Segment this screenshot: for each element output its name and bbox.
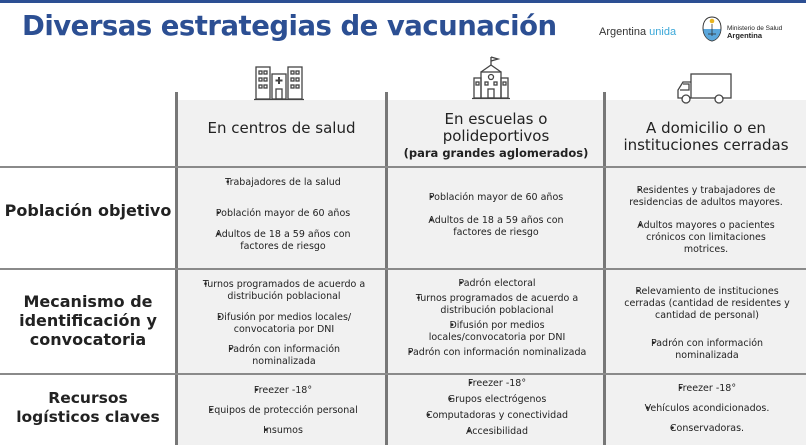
list-item: • Freezer -18° [198, 385, 368, 397]
cell-recursos-escuelas [402, 378, 592, 438]
hospital-icon [253, 65, 305, 101]
list-item: • Adultos mayores o pacientes crónicos con limitaciones motrices. [620, 220, 792, 256]
list-item: • Accesibilidad [402, 426, 592, 438]
cell-poblacion-centros [198, 177, 368, 253]
list-item: • Conservadoras. [618, 423, 796, 435]
list-item: • Padrón con información nominalizada [402, 347, 592, 359]
column-header-domicilio [611, 120, 801, 154]
list-item: • Padrón electoral [402, 278, 592, 290]
argentina-unida-logo [599, 26, 676, 38]
list-item: • Padrón con información nominalizada [198, 344, 370, 368]
top-accent-bar [0, 0, 806, 3]
list-item: • Insumos [198, 425, 368, 437]
list-item: • Adultos de 18 a 59 años con factores de riesgo [198, 229, 368, 253]
list-item: • Trabajadores de la salud [198, 177, 368, 189]
truck-icon [675, 72, 733, 106]
column-subtitle: (para grandes aglomerados) [403, 146, 589, 160]
page-title: Diversas estrategias de vacunación [22, 10, 557, 42]
list-item: • Grupos electrógenos [402, 394, 592, 406]
column-title: A domicilio o en instituciones cerradas [623, 119, 789, 154]
list-item: • Turnos programados de acuerdo a distribución poblacional [198, 279, 370, 303]
list-item: • Equipos de protección personal [198, 405, 368, 417]
grid-divider [0, 166, 806, 168]
cell-mecanismo-centros [198, 279, 370, 368]
list-item: • Padrón con información nominalizada [618, 338, 796, 362]
list-item: • Difusión por medios locales/ convocatoria por DNI [198, 312, 370, 336]
list-item: • Relevamiento de instituciones cerradas (cantidad de residentes y cantidad de personal) [618, 286, 796, 322]
list-item: • Población mayor de 60 años [411, 192, 581, 204]
list-item: • Difusión por medios locales/convocatoria por DNI [402, 320, 592, 344]
cell-mecanismo-domicilio [618, 286, 796, 362]
list-item: • Vehículos acondicionados. [618, 403, 796, 415]
row-header-poblacion: Población objetivo [4, 201, 172, 220]
argentina-seal-icon [701, 16, 723, 42]
grid-divider [0, 373, 806, 375]
school-icon [471, 56, 511, 100]
column-title: En centros de salud [207, 119, 356, 137]
row-header-recursos: Recursos logísticos claves [16, 389, 160, 426]
column-header-escuelas [391, 111, 601, 162]
list-item: • Computadoras y conectividad [402, 410, 592, 422]
column-header-centros-salud [198, 120, 365, 137]
list-item: • Adultos de 18 a 59 años con factores de riesgo [411, 215, 581, 239]
cell-recursos-domicilio [618, 383, 796, 435]
ministry-line2: Argentina [727, 31, 763, 40]
list-item: • Freezer -18° [402, 378, 592, 390]
row-header-mecanismo: Mecanismo de identificación y convocatoria [19, 292, 157, 349]
ministry-logo [727, 25, 782, 39]
logo-argentina-text: Argentina [599, 26, 647, 38]
cell-poblacion-domicilio [620, 185, 792, 256]
cell-mecanismo-escuelas [402, 278, 592, 359]
ministry-line1: Ministerio de Salud [727, 25, 783, 32]
list-item: • Residentes y trabajadores de residencias de adultos mayores. [620, 185, 792, 209]
column-title: En escuelas o polideportivos [442, 110, 550, 145]
cell-poblacion-escuelas [411, 192, 581, 239]
grid-divider [0, 268, 806, 270]
list-item: • Freezer -18° [618, 383, 796, 395]
cell-recursos-centros [198, 385, 368, 437]
logo-unida-text: unida [649, 26, 677, 38]
list-item: • Población mayor de 60 años [198, 208, 368, 220]
list-item: • Turnos programados de acuerdo a distribución poblacional [402, 293, 592, 317]
